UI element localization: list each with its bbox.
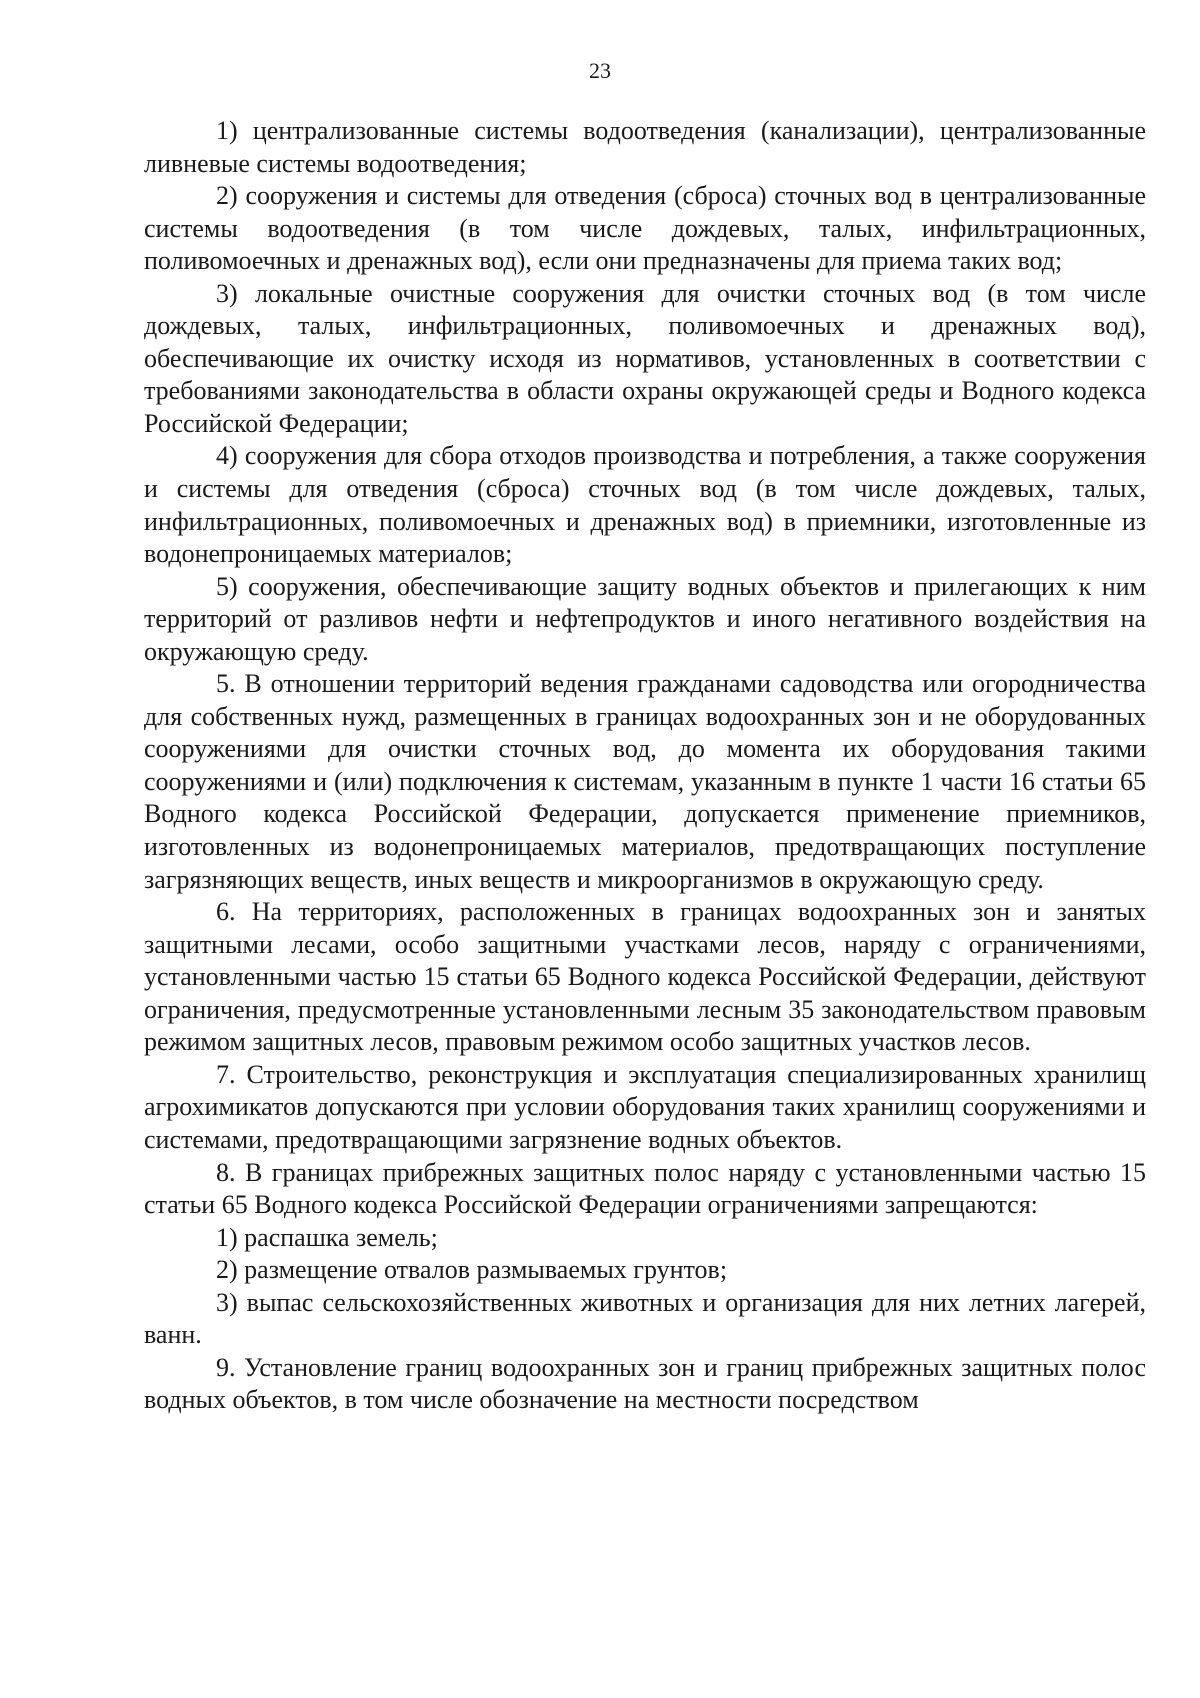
paragraph-point-7-agrochemicals: 7. Строительство, реконструкция и эксплуатация специализированных хранилищ агрохимикатов допускаются при условии оборудования таких хранилищ сооружениями и системами, предотвращающими загрязнение водных объектов. [144, 1059, 1146, 1154]
paragraph-8-2-soil-dumps: 2) размещение отвалов размываемых грунтов; [216, 1255, 728, 1285]
paragraph-4-waste-collection: 4) сооружения для сбора отходов производства и потребления, а также сооружения и системы для отведения (сброса) сточных вод (в том числе дождевых, талых, инфильтрационных, поливомоечных и дренажных вод) в приемники, изготовленные из водонепроницаемых материалов; [144, 441, 1146, 569]
paragraph-point-8-coastal-strips: 8. В границах прибрежных защитных полос наряду с установленными частью 15 статьи 65 Водного кодекса Российской Федерации ограничениями запрещаются: [144, 1157, 1146, 1220]
paragraph-point-9-boundaries: 9. Установление границ водоохранных зон и границ прибрежных защитных полос водных объектов, в том числе обозначение на местности посредством [144, 1352, 1146, 1415]
paragraph-3-local-treatment: 3) локальные очистные сооружения для очистки сточных вод (в том числе дождевых, талых, инфильтрационных, поливомоечных и дренажных вод), обеспечивающие их очистку исходя из нормативов, установленных в соответствии с требованиями законодательства в области охраны окружающей среды и Водного кодекса Российской Федерации; [144, 278, 1146, 438]
paragraph-5-oil-spill-protection: 5) сооружения, обеспечивающие защиту водных объектов и прилегающих к ним территорий от разливов нефти и нефтепродуктов и иного негативного воздействия на окружающую среду. [144, 571, 1146, 666]
page-number: 23 [589, 58, 611, 83]
paragraph-8-3-grazing: 3) выпас сельскохозяйственных животных и организация для них летних лагерей, ванн. [144, 1287, 1146, 1350]
paragraph-1-centralized-systems: 1) централизованные системы водоотведения (канализации), централизованные ливневые системы водоотведения; [144, 116, 1146, 178]
paragraph-point-6-protective-forests: 6. На территориях, расположенных в границах водоохранных зон и занятых защитными лесами, особо защитными участками лесов, наряду с ограничениями, установленными частью 15 статьи 65 Водного кодекса Российской Федерации, действуют ограничения, предусмотренные установленными лесным 35 законодательством правовым режимом защитных лесов, правовым режимом особо защитных участков лесов. [144, 897, 1146, 1057]
document-body [144, 115, 1146, 1417]
paragraph-8-1-plowing: 1) распашка земель; [216, 1222, 438, 1252]
paragraph-point-5-gardening: 5. В отношении территорий ведения гражданами садоводства или огородничества для собственных нужд, размещенных в границах водоохранных зон и не оборудованных сооружениями для очистки сточных вод, до момента их оборудования такими сооружениями и (или) подключения к системам, указанным в пункте 1 части 16 статьи 65 Водного кодекса Российской Федерации, допускается применение приемников, изготовленных из водонепроницаемых материалов, предотвращающих поступление загрязняющих веществ, иных веществ и микроорганизмов в окружающую среду. [144, 669, 1146, 894]
paragraph-2-drainage-structures: 2) сооружения и системы для отведения (сброса) сточных вод в централизованные системы водоотведения (в том числе дождевых, талых, инфильтрационных, поливомоечных и дренажных вод), если они предназначены для приема таких вод; [144, 181, 1146, 276]
